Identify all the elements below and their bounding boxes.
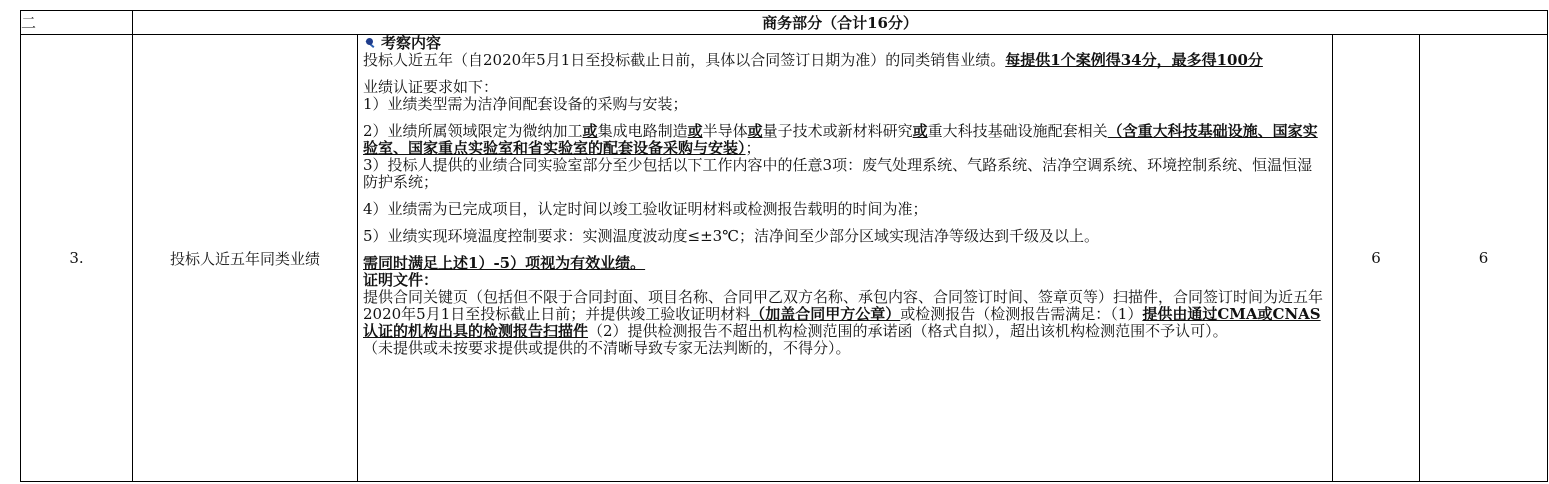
scoring-note: （未提供或未按要求提供或提供的不清晰导致专家无法判断的，不得分）。 [363, 339, 851, 357]
section-header-row [21, 11, 1548, 35]
content-heading [363, 35, 1324, 52]
table-row [21, 35, 1548, 482]
intro-text: 投标人近五年（自2020年5月1日至投标截止日前，具体以合同签订日期为准）的同类销售业绩。 [363, 51, 1006, 69]
row-name: 投标人近五年同类业绩 [133, 35, 358, 482]
proof-part: （2）提供检测报告不超出机构检测范围的承诺函（格式自拟），超出该机构检测范围不予认可）。 [588, 322, 1228, 340]
row-description [358, 35, 1333, 482]
proof-paragraph [363, 289, 1324, 340]
req2-part: 2）业绩所属领域限定为微纳加工 [363, 122, 583, 140]
must-satisfy-note: 需同时满足上述1）-5）项视为有效业绩。 [363, 254, 646, 272]
req2-part: 半导体 [702, 122, 748, 140]
score-cell-b: 6 [1420, 35, 1548, 482]
req2-part: 重大科技基础设施配套相关 [927, 122, 1108, 140]
intro-paragraph [363, 52, 1324, 69]
intro-score-text: 每提供1个案例得34分，最多得100分 [1005, 51, 1263, 69]
score-cell-a: 6 [1333, 35, 1420, 482]
scoring-table [20, 10, 1548, 482]
requirement-2 [363, 123, 1324, 157]
requirements-title: 业绩认证要求如下： [363, 78, 499, 96]
proof-title: 证明文件： [363, 271, 439, 289]
req2-or: 或 [747, 122, 763, 140]
requirement-4: 4）业绩需为已完成项目，认定时间以竣工验收证明材料或检测报告载明的时间为准； [363, 200, 928, 218]
pin-icon [363, 37, 379, 51]
row-number: 3. [21, 35, 133, 482]
proof-bold: 提供由通过CMA或CNAS认证的机构出具的检测报告扫描件 [363, 305, 1321, 340]
req2-part: 集成电路制造 [597, 122, 688, 140]
requirement-1: 1）业绩类型需为洁净间配套设备的采购与安装； [363, 95, 688, 113]
section-index: 二 [21, 11, 133, 35]
req2-part: 量子技术或新材料研究 [762, 122, 913, 140]
req2-or: 或 [912, 122, 928, 140]
proof-bold: （加盖合同甲方公章） [750, 305, 901, 323]
req2-end: ； [745, 139, 761, 157]
req2-or: 或 [582, 122, 598, 140]
req2-bold: （含重大科技基础设施、国家实验室、国家重点实验室和省实验室的配套设备采购与安装） [363, 122, 1318, 157]
proof-part: 或检测报告（检测报告需满足：（1） [900, 305, 1143, 323]
proof-part: 提供合同关键页（包括但不限于合同封面、项目名称、合同甲乙双方名称、承包内容、合同签订时间、签章页等）扫描件，合同签订时间为近五年2020年5月1日至投标截止日前；并提供竣工验收证明材料 [363, 288, 1324, 323]
section-title: 商务部分（合计16分） [133, 11, 1548, 35]
req2-or: 或 [687, 122, 703, 140]
heading-text: 考察内容 [381, 34, 442, 52]
requirement-5: 5）业绩实现环境温度控制要求：实测温度波动度≤±3℃；洁净间至少部分区域实现洁净等级达到千级及以上。 [363, 227, 1100, 245]
requirement-3: 3）投标人提供的业绩合同实验室部分至少包括以下工作内容中的任意3项：废气处理系统、气路系统、洁净空调系统、环境控制系统、恒温恒湿防护系统； [363, 156, 1313, 191]
